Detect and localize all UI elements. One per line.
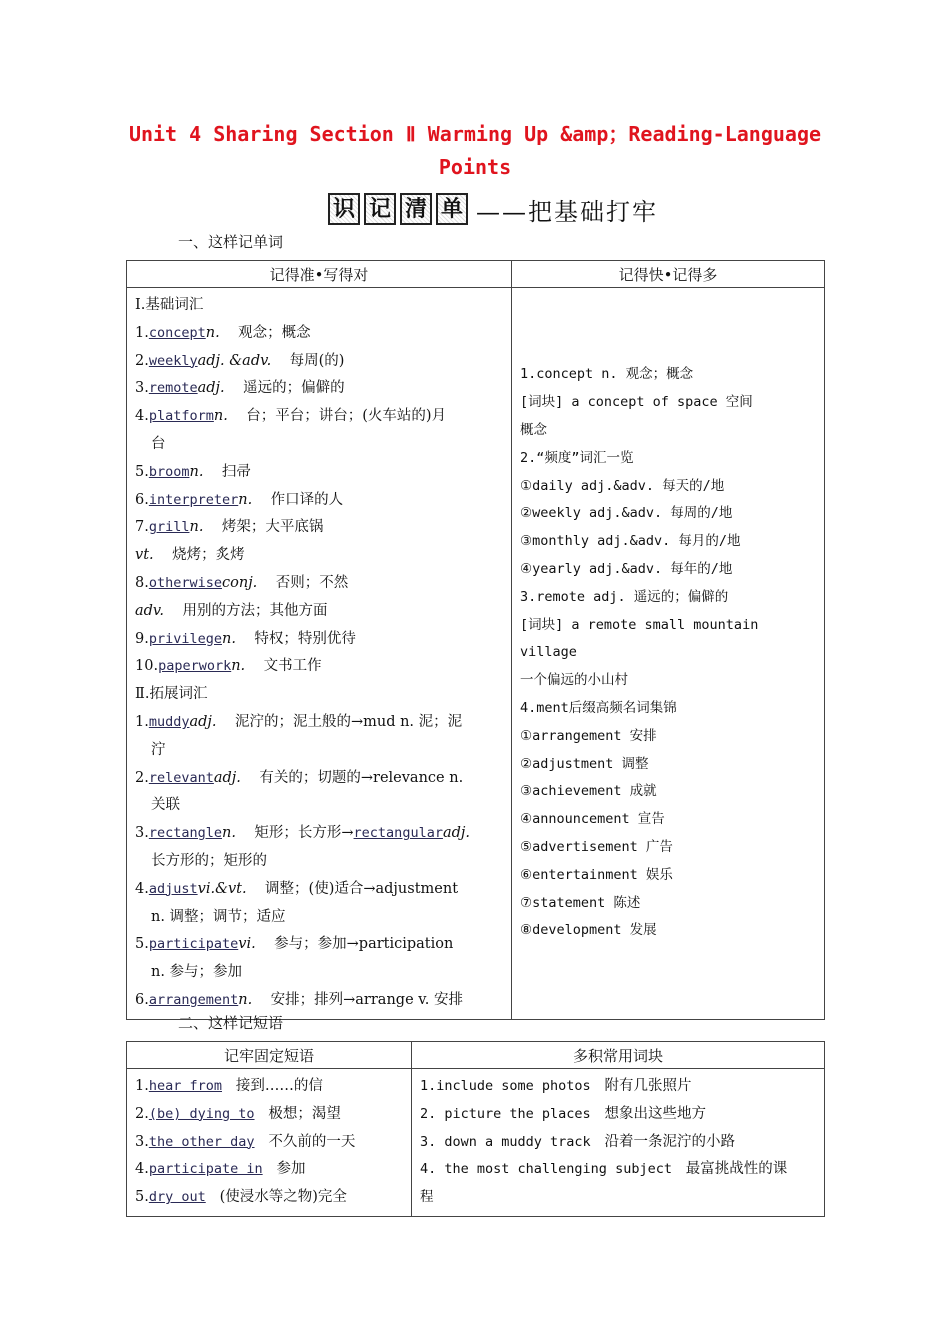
phrase: the other day [148,1133,255,1150]
part-of-speech: n. [231,658,246,675]
part-of-speech: adj. [197,380,225,397]
vocab-word: arrangement [148,991,239,1008]
vocab-word: weekly [148,352,198,369]
phrase: dry out [148,1189,206,1206]
section-1-label: 一、这样记单词 [178,233,284,251]
vocab-tip-line: ①arrangement 安排 [520,727,657,744]
vocab-entry [135,931,505,959]
spacer [257,570,275,598]
entry-number: 5. [135,1189,149,1206]
entry-number: 6. [135,491,149,508]
entry-number: 4. [135,408,149,425]
spacer [225,375,243,403]
phrase-entry [135,1156,405,1184]
chunk-meaning: 附有几张照片 [604,1078,692,1094]
entry-number: 6. [135,991,149,1008]
banner-char: 清 [400,193,432,225]
document-title [120,118,830,184]
vocab-tip-line: ②weekly adj.&adv. 每周的/地 [520,505,733,522]
part-of-speech: n. [189,519,204,536]
phrases-right-cell [412,1069,825,1217]
vocab-continuation: n. 调整；调节；适应 [151,908,286,925]
vocab-entry [135,320,505,348]
phrases-left-cell [127,1069,412,1217]
entry-number: 3. [135,380,149,397]
phrase-meaning: 极想；渴望 [268,1105,341,1122]
vocab-tip-line: ⑦statement 陈述 [520,894,641,911]
vocab-tip-line: 3.remote adj. 遥远的；偏僻的 [520,588,729,605]
phrase-meaning: (使浸水等之物)完全 [219,1189,347,1206]
entry-number: 5. [135,936,149,953]
phrases-col-right-header: 多积常用词块 [412,1042,825,1069]
spacer [241,765,259,793]
word-meaning: 调整；(使)适合→adjustment [265,880,459,897]
part-of-speech: adj. [189,713,217,730]
phrases-left-list [127,1069,411,1216]
vocab-tip-line: ③achievement 成就 [520,783,657,800]
vocab-word: rectangle [148,825,222,842]
spacer [217,709,235,737]
vocab-word: otherwise [148,574,222,591]
vocab-entry [135,431,505,459]
spacer [236,626,254,654]
entry-number: 2. [135,352,149,369]
entry-number: 1. [135,1078,149,1094]
vocab-tip-line: ④yearly adj.&adv. 每年的/地 [520,561,733,578]
vocab-word: remote [148,380,198,397]
phrase: participate in [148,1161,263,1178]
phrase-meaning: 接到……的信 [235,1078,323,1094]
vocab-entry [135,487,505,515]
spacer [206,1184,220,1212]
part-of-speech: n. [238,491,253,508]
chunk-meaning: 沿着一条泥泞的小路 [604,1133,736,1150]
phrase: hear from [148,1078,222,1094]
chunk-meaning: 最富挑战性的课 [685,1161,788,1178]
entry-number: 5. [135,463,149,480]
vocab-group-heading: Ⅰ.基础词汇 [135,297,204,313]
vocab-entry [135,514,505,542]
vocab-tip-line: ①daily adj.&adv. 每天的/地 [520,477,725,494]
vocab-tip-line: ⑤advertisement 广告 [520,839,673,856]
vocab-word: paperwork [158,658,232,675]
title-line-2: Points [438,155,512,179]
spacer [228,403,246,431]
vocab-continuation: 台 [151,435,166,452]
vocab-word: muddy [148,713,190,730]
spacer [591,1101,605,1129]
vocab-entry [135,820,505,848]
vocab-entry [135,403,505,431]
vocab-entry [135,681,505,709]
banner-char: 识 [328,193,360,225]
vocab-continuation: n. 参与；参加 [151,964,243,981]
part-of-speech: n. [189,463,204,480]
chunk-entry [420,1129,818,1157]
vocab-tip-line: ⑧development 发展 [520,922,657,939]
banner-char: 单 [436,193,468,225]
entry-number: 10. [135,658,159,675]
spacer [247,876,265,904]
spacer [255,1101,269,1129]
vocab-continuation: 泞 [151,741,166,758]
vocab-entry [135,459,505,487]
phrase: (be) dying to [148,1105,255,1122]
vocab-tip-line: ②adjustment 调整 [520,755,649,772]
vocab-entry [135,292,505,320]
word-meaning: 否则；不然 [275,574,349,591]
vocab-word: rectangular [353,825,443,842]
title-line-1: Unit 4 Sharing Section Ⅱ Warming Up &amp；Reading-Language [128,122,822,146]
phrase-entry [135,1129,405,1157]
vocab-tip-line: 1.concept n. 观念；概念 [520,366,694,383]
chunk-entry [420,1156,818,1184]
word-meaning: 扫帚 [221,463,251,480]
entry-number: 2. [135,1105,149,1122]
vocab-entry [135,598,505,626]
spacer [271,348,289,376]
vocab-entry [135,737,505,765]
part-of-speech: conj. [222,574,258,591]
vocab-col-right-header: 记得快•记得多 [512,261,825,288]
entry-number: 3. [135,1133,149,1150]
vocab-tip-line: 一个偏远的小山村 [520,672,628,689]
part-of-speech: vi. [238,936,256,953]
vocab-word: privilege [148,630,222,647]
vocab-entry [135,792,505,820]
word-chunk: 1.include some photos [420,1078,591,1094]
vocab-entry [135,904,505,932]
entry-number: 7. [135,519,149,536]
spacer [222,1073,236,1101]
word-meaning: 烤架；大平底锅 [221,519,324,536]
vocab-word: participate [148,936,239,953]
spacer [252,987,270,1015]
word-meaning: 观念；概念 [238,324,311,341]
part-of-speech: n. [222,825,236,842]
vocab-entry [135,987,505,1015]
part-of-speech: n. [213,408,228,425]
phrase-meaning: 参加 [276,1161,306,1178]
vocab-continuation: 关联 [151,797,180,814]
vocab-continuation: 长方形的；矩形的 [151,852,267,869]
chunk-entry [420,1184,818,1212]
spacer [245,653,263,681]
vocab-entry [135,709,505,737]
vocab-entry [135,959,505,987]
entry-number: 4. [135,880,149,897]
spacer [256,931,274,959]
phrase-meaning: 不久前的一天 [268,1133,356,1150]
vocab-left-list [127,288,511,1019]
vocab-tip-line: 2.“频度”词汇一览 [520,449,634,466]
vocab-word: grill [148,519,190,536]
chunk-entry [420,1073,818,1101]
part-of-speech: n. [222,630,236,647]
spacer [154,542,172,570]
part-of-speech: vt. [135,547,154,564]
word-chunk: 4. the most challenging subject [420,1161,672,1178]
vocab-word: concept [148,324,206,341]
word-meaning: 台；平台；讲台；(火车站的)月 [246,408,447,425]
vocab-tip-line: ④announcement 宣告 [520,811,665,828]
spacer [252,487,270,515]
part-of-speech: n. [205,324,220,341]
word-meaning: 每周(的) [289,352,345,369]
word-meaning: 用别的方法；其他方面 [182,602,328,619]
word-chunk: 2. picture the places [420,1105,591,1122]
vocabulary-table [126,260,825,1020]
spacer [263,1156,277,1184]
vocab-entry [135,348,505,376]
vocab-entry [135,570,505,598]
word-chunk: 3. down a muddy track [420,1133,591,1150]
entry-number: 8. [135,574,149,591]
vocab-right-list [512,357,824,949]
spacer [255,1129,269,1157]
entry-number: 4. [135,1161,149,1178]
vocab-entry [135,653,505,681]
banner-char: 记 [364,193,396,225]
spacer [591,1129,605,1157]
section-2-label: 二、这样记短语 [178,1014,284,1032]
spacer [236,820,254,848]
word-meaning: 参与；参加→participation [274,936,454,953]
word-meaning: 特权；特别优待 [254,630,356,647]
vocab-entry [135,765,505,793]
vocab-entry [135,626,505,654]
part-of-speech: adv. [135,602,165,619]
phrases-table [126,1041,825,1217]
vocab-group-heading: Ⅱ.拓展词汇 [135,686,208,703]
entry-number: 1. [135,713,149,730]
part-of-speech: adj. &adv. [197,352,272,369]
phrase-entry [135,1073,405,1101]
spacer [672,1156,686,1184]
vocab-tip-line: village [520,644,577,661]
vocab-word: interpreter [148,491,239,508]
part-of-speech: vi.&vt. [197,880,247,897]
vocab-entry [135,542,505,570]
vocab-word: adjust [148,880,198,897]
vocab-word: relevant [148,769,214,786]
vocab-word: platform [148,408,214,425]
entry-number: 2. [135,769,149,786]
vocab-right-cell [512,288,825,1020]
vocab-col-left-header: 记得准•写得对 [127,261,512,288]
word-meaning: 遥远的；偏僻的 [243,380,345,397]
vocab-tip-line: [词块] a remote small mountain [520,616,759,633]
spacer [203,514,221,542]
word-meaning: 作口译的人 [270,491,344,508]
word-chunk: 程 [420,1189,434,1206]
vocab-word: broom [148,463,190,480]
part-of-speech: n. [238,991,253,1008]
vocab-tip-line: ⑥entertainment 娱乐 [520,866,673,883]
vocab-tip-line: ③monthly adj.&adv. 每月的/地 [520,533,741,550]
phrases-col-left-header: 记牢固定短语 [127,1042,412,1069]
entry-number: 3. [135,825,149,842]
spacer [591,1073,605,1101]
vocab-tip-line: 概念 [520,422,547,439]
word-meaning: 安排；排列→arrange v. 安排 [270,991,463,1008]
chunk-meaning: 想象出这些地方 [604,1105,707,1122]
entry-number: 9. [135,630,149,647]
word-meaning: 文书工作 [263,658,322,675]
word-meaning: 矩形；长方形→ [254,825,354,842]
vocab-tip-line: 4.ment后缀高频名词集锦 [520,700,677,717]
part-of-speech: adj. [442,825,470,842]
word-meaning: 有关的；切题的→relevance n. [259,769,464,786]
vocab-left-cell [127,288,512,1020]
word-meaning: 泥泞的；泥土般的→mud n. 泥；泥 [234,713,463,730]
chunk-entry [420,1101,818,1129]
entry-number: 1. [135,324,149,341]
banner-subtitle: ——把基础打牢 [476,197,658,226]
vocab-entry [135,375,505,403]
spacer [203,459,221,487]
spacer [164,598,182,626]
vocab-entry [135,848,505,876]
part-of-speech: adj. [213,769,241,786]
vocab-entry [135,876,505,904]
phrases-right-list [412,1069,824,1216]
word-meaning: 烧烤；炙烤 [172,547,245,564]
section-banner [328,192,658,226]
phrase-entry [135,1101,405,1129]
vocab-tip-line: [词块] a concept of space 空间 [520,394,753,411]
spacer [220,320,238,348]
phrase-entry [135,1184,405,1212]
